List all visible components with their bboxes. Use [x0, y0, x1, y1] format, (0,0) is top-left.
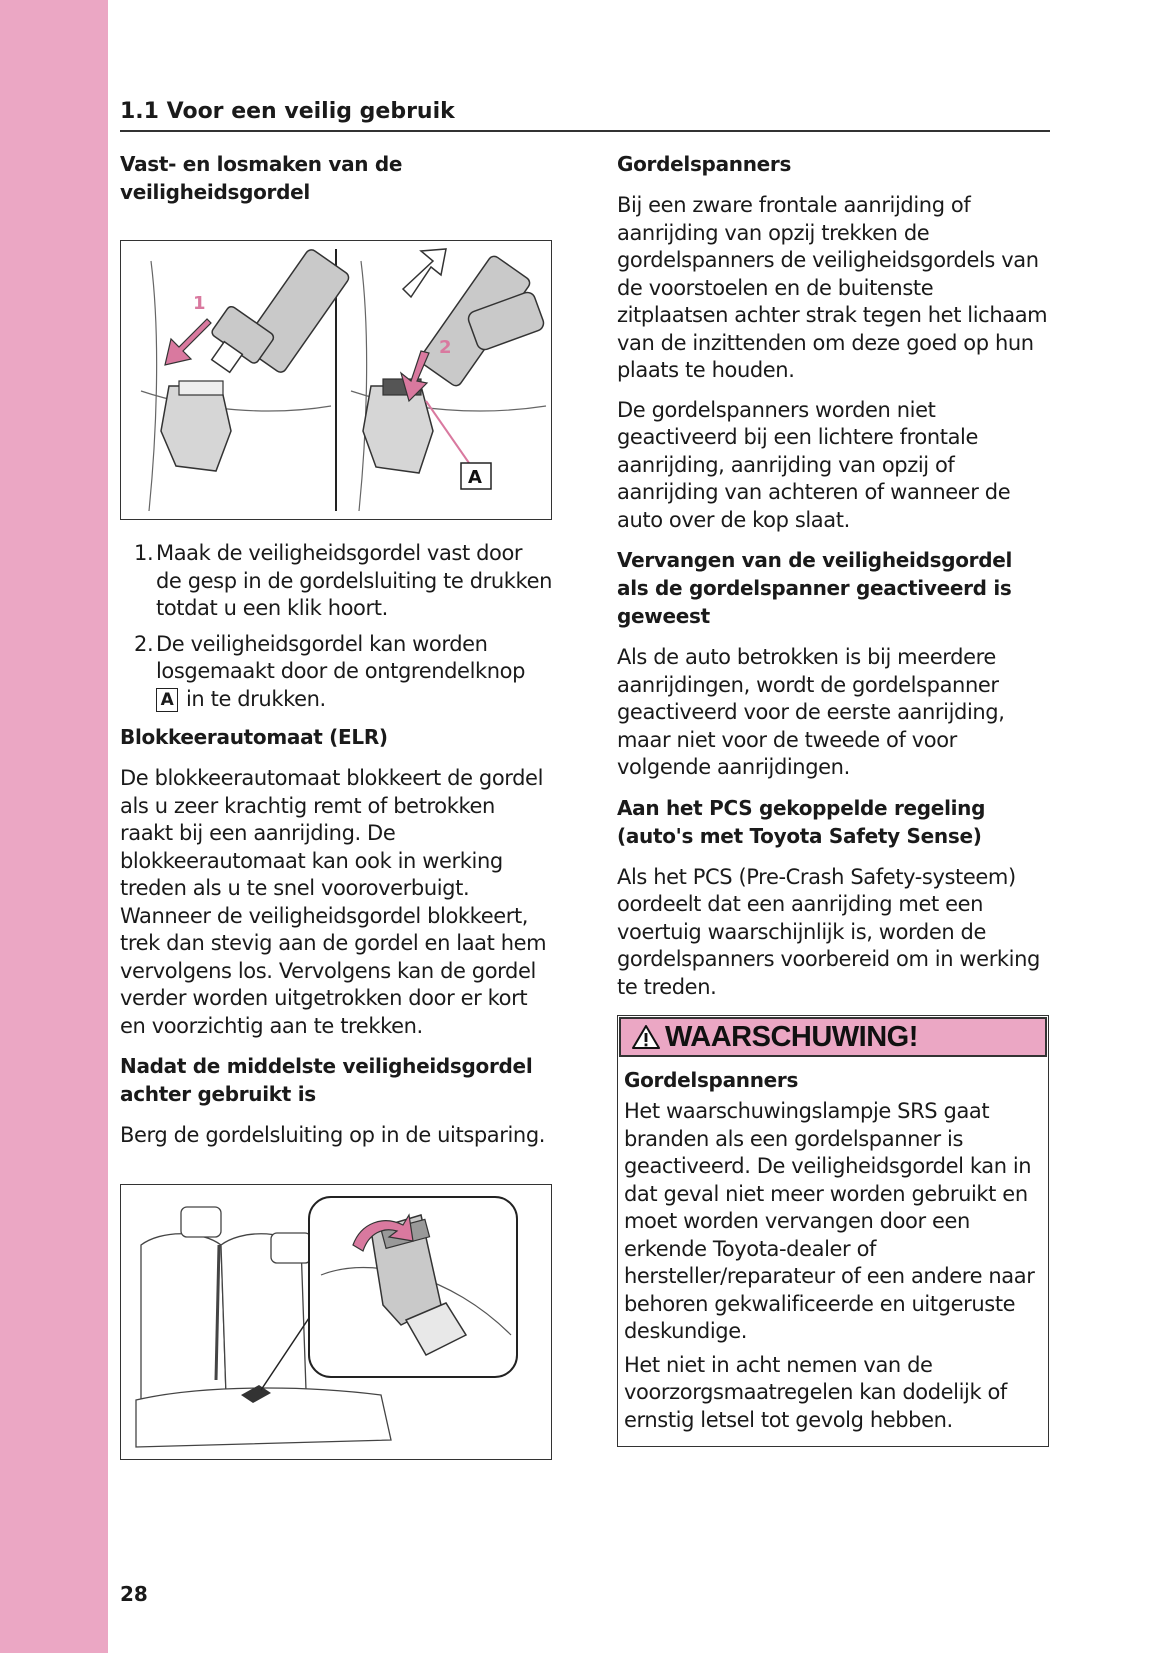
step-number: 1. — [134, 541, 154, 565]
heading-pretensioners: Gordelspanners — [617, 152, 792, 176]
heading-fasten-unfasten: Vast- en losmaken van de veiligheidsgordel — [120, 152, 403, 204]
warning-triangle-icon — [631, 1024, 661, 1050]
heading-elr: Blokkeerautomaat (ELR) — [120, 725, 388, 749]
warning-body — [618, 1058, 1048, 1446]
chapter-sidebar — [0, 0, 108, 1653]
step-text-after: in te drukken. — [186, 686, 326, 711]
heading-middle-belt: Nadat de middelste veiligheidsgordel achter gebruikt is — [120, 1054, 533, 1106]
step-text-before: De veiligheidsgordel kan worden losgemaakt door de ontgrendelknop — [156, 631, 526, 683]
elr-paragraph: De blokkeerautomaat blokkeert de gordel als u zeer krachtig remt of betrokken raakt bij een aanrijding. De blokkeerautomaat kan ook in werking treden als u te snel vooroverbuigt. Wanneer de veiligheidsgordel blokkeert, trek dan stevig aan de gordel en laat hem vervolgens los. Vervolgens kan de gordel verder worden uitgetrokken door er kort en voorzichtig aan te trekken. — [120, 766, 547, 1038]
seatbelt-fasten-illustration — [120, 240, 552, 520]
step1-label: 1 — [193, 293, 206, 314]
page-number: 28 — [120, 1582, 148, 1606]
pretensioners-paragraph-2: De gordelspanners worden niet geactiveerd bij een lichtere frontale aanrijding, aanrijding van opzij of aanrijding van achteren of wanneer de auto over de kop slaat. — [617, 397, 1011, 532]
right-column — [617, 150, 1049, 1447]
heading-replace-belt: Vervangen van de veiligheidsgordel als de gordelspanner geactiveerd is geweest — [617, 548, 1013, 628]
fasten-steps-list — [120, 540, 552, 713]
warning-paragraph-2: Het niet in acht nemen van de voorzorgsmaatregelen kan dodelijk of ernstig letsel tot gevolg hebben. — [624, 1352, 1007, 1432]
replace-paragraph: Als de auto betrokken is bij meerdere aanrijdingen, wordt de gordelspanner geactiveerd voor de eerste aanrijding, maar niet voor de tweede of voor volgende aanrijdingen. — [617, 645, 1005, 779]
warning-paragraph-1: Het waarschuwingslampje SRS gaat branden als een gordelspanner is geactiveerd. De veiligheidsgordel kan in dat geval niet meer worden gebruikt en moet worden vervangen door een erkende Toyota-dealer of hersteller/reparateur of een andere naar behoren gekwalificeerde en uitgeruste deskundige. — [624, 1099, 1035, 1343]
list-item — [120, 540, 552, 623]
heading-pcs: Aan het PCS gekoppelde regeling (auto's met Toyota Safety Sense) — [617, 795, 986, 848]
section-divider — [120, 130, 1050, 132]
step-number: 2. — [134, 631, 154, 656]
step-text — [156, 631, 552, 714]
callout-a-label: A — [468, 467, 482, 488]
step-text: Maak de veiligheidsgordel vast door de gesp in de gordelsluiting te drukken totdat u een klik hoort. — [156, 541, 553, 620]
middle-belt-paragraph: Berg de gordelsluiting op in de uitsparing. — [120, 1123, 546, 1147]
left-column — [120, 150, 552, 1460]
pcs-paragraph: Als het PCS (Pre-Crash Safety-systeem) oordeelt dat een aanrijding met een voertuig waarschijnlijk is, worden de gordelspanners voorbereid om in werking te treden. — [617, 864, 1040, 999]
rear-seat-buckle-illustration — [120, 1184, 552, 1460]
list-item — [120, 631, 552, 714]
pretensioners-paragraph-1: Bij een zware frontale aanrijding of aanrijding van opzij trekken de gordelspanners de veiligheidsgordels van de voorstoelen en de buitenste zitplaatsen achter strak tegen het lichaam van de inzittenden om deze goed op hun plaats te houden. — [617, 193, 1048, 382]
warning-heading: Gordelspanners — [624, 1068, 799, 1092]
step2-label: 2 — [439, 337, 452, 358]
warning-box — [617, 1015, 1049, 1447]
warning-header — [619, 1017, 1047, 1057]
warning-title: WAARSCHUWING! — [665, 1020, 918, 1053]
callout-a-badge: A — [156, 688, 178, 712]
section-title: 1.1 Voor een veilig gebruik — [120, 99, 455, 124]
